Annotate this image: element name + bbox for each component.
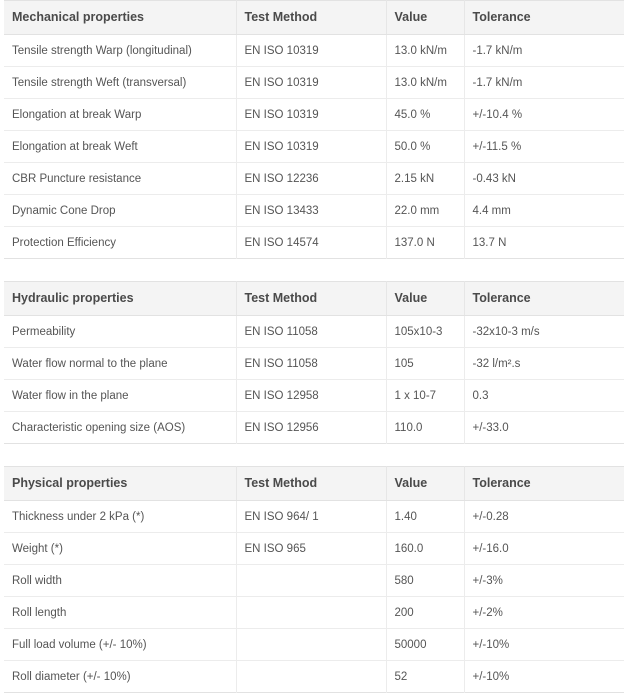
table-row: [4, 99, 624, 131]
table-header-row: [4, 467, 624, 501]
test-method-cell: EN ISO 11058: [236, 316, 386, 348]
test-method-cell: [236, 661, 386, 693]
test-method-cell: EN ISO 12958: [236, 380, 386, 412]
value-cell: 13.0 kN/m: [386, 67, 464, 99]
value-cell: 110.0: [386, 412, 464, 444]
table-row: [4, 565, 624, 597]
value-cell: 1.40: [386, 501, 464, 533]
table-row: [4, 195, 624, 227]
table-row: [4, 380, 624, 412]
tolerance-cell: +/-0.28: [464, 501, 624, 533]
tolerance-cell: +/-11.5 %: [464, 131, 624, 163]
test-method-cell: EN ISO 12956: [236, 412, 386, 444]
value-cell: 50000: [386, 629, 464, 661]
table-row: [4, 348, 624, 380]
test-method-cell: [236, 597, 386, 629]
column-header: Value: [386, 282, 464, 316]
tolerance-cell: 0.3: [464, 380, 624, 412]
test-method-cell: [236, 565, 386, 597]
table-row: [4, 227, 624, 259]
tolerance-cell: +/-3%: [464, 565, 624, 597]
test-method-cell: EN ISO 13433: [236, 195, 386, 227]
table-physical-properties: [4, 466, 624, 693]
value-cell: 105x10-3: [386, 316, 464, 348]
column-header: Physical properties: [4, 467, 236, 501]
tolerance-cell: +/-10%: [472, 670, 510, 683]
value-cell: 580: [386, 565, 464, 597]
tolerance-cell: -0.43 kN: [464, 163, 624, 195]
value-cell: 160.0: [386, 533, 464, 565]
column-header: Tolerance: [464, 467, 624, 501]
tolerance-cell: +/-2%: [464, 597, 624, 629]
table-row: [4, 501, 624, 533]
column-header: Test Method: [236, 282, 386, 316]
property-name-cell: Water flow normal to the plane: [4, 348, 236, 380]
value-cell: 52: [386, 661, 464, 693]
tolerance-cell: 13.7 N: [472, 236, 507, 249]
property-name-cell: Elongation at break Weft: [4, 131, 236, 163]
table-row: [4, 597, 624, 629]
table-header-row: [4, 1, 624, 35]
table-row: [4, 316, 624, 348]
tolerance-cell: -1.7 kN/m: [464, 67, 624, 99]
table-hydraulic-properties: [4, 281, 624, 444]
value-cell: 13.0 kN/m: [386, 35, 464, 67]
test-method-cell: EN ISO 11058: [236, 348, 386, 380]
tolerance-cell: +/-10%: [464, 629, 624, 661]
property-name-cell: Roll width: [4, 565, 236, 597]
value-cell: 105: [386, 348, 464, 380]
test-method-cell: EN ISO 12236: [236, 163, 386, 195]
value-cell: 45.0 %: [386, 99, 464, 131]
tolerance-cell: +/-33.0: [472, 421, 509, 434]
property-name-cell: Thickness under 2 kPa (*): [4, 501, 236, 533]
tolerance-cell: 4.4 mm: [464, 195, 624, 227]
property-name-cell: CBR Puncture resistance: [4, 163, 236, 195]
tolerance-cell: -1.7 kN/m: [464, 35, 624, 67]
tolerance-cell: +/-10.4 %: [464, 99, 624, 131]
test-method-cell: EN ISO 10319: [236, 35, 386, 67]
value-cell: 200: [386, 597, 464, 629]
value-cell: 2.15 kN: [386, 163, 464, 195]
column-header: Mechanical properties: [4, 1, 236, 35]
property-name-cell: Protection Efficiency: [4, 227, 236, 259]
column-header: Tolerance: [464, 282, 624, 316]
table-row: [4, 412, 624, 444]
table-spacer: [0, 259, 629, 281]
test-method-cell: EN ISO 14574: [236, 227, 386, 259]
property-name-cell: Roll length: [4, 597, 236, 629]
table-row: [4, 131, 624, 163]
property-name-cell: Elongation at break Warp: [4, 99, 236, 131]
property-name-cell: Full load volume (+/- 10%): [4, 629, 236, 661]
table-row: [4, 661, 624, 693]
table-row: [4, 163, 624, 195]
table-header-row: [4, 282, 624, 316]
column-header: Hydraulic properties: [4, 282, 236, 316]
column-header: Value: [386, 467, 464, 501]
column-header: Tolerance: [464, 1, 624, 35]
tolerance-cell: -32 l/m².s: [464, 348, 624, 380]
property-name-cell: Weight (*): [4, 533, 236, 565]
value-cell: 22.0 mm: [386, 195, 464, 227]
test-method-cell: EN ISO 10319: [236, 99, 386, 131]
table-row: [4, 629, 624, 661]
test-method-cell: EN ISO 964/ 1: [236, 501, 386, 533]
tolerance-cell: +/-16.0: [464, 533, 624, 565]
property-name-cell: Permeability: [4, 316, 236, 348]
table-spacer: [0, 444, 629, 466]
test-method-cell: EN ISO 965: [236, 533, 386, 565]
table-row: [4, 35, 624, 67]
table-mechanical-properties: [4, 0, 624, 259]
property-name-cell: Roll diameter (+/- 10%): [4, 661, 236, 693]
value-cell: 1 x 10-7: [386, 380, 464, 412]
property-name-cell: Tensile strength Weft (transversal): [4, 67, 236, 99]
column-header: Test Method: [236, 467, 386, 501]
table-row: [4, 533, 624, 565]
test-method-cell: EN ISO 10319: [236, 67, 386, 99]
tolerance-cell: -32x10-3 m/s: [464, 316, 624, 348]
property-name-cell: Water flow in the plane: [4, 380, 236, 412]
property-name-cell: Dynamic Cone Drop: [4, 195, 236, 227]
column-header: Value: [386, 1, 464, 35]
value-cell: 50.0 %: [386, 131, 464, 163]
property-name-cell: Characteristic opening size (AOS): [4, 412, 236, 444]
value-cell: 137.0 N: [386, 227, 464, 259]
table-row: [4, 67, 624, 99]
test-method-cell: [236, 629, 386, 661]
property-name-cell: Tensile strength Warp (longitudinal): [4, 35, 236, 67]
column-header: Test Method: [236, 1, 386, 35]
test-method-cell: EN ISO 10319: [236, 131, 386, 163]
